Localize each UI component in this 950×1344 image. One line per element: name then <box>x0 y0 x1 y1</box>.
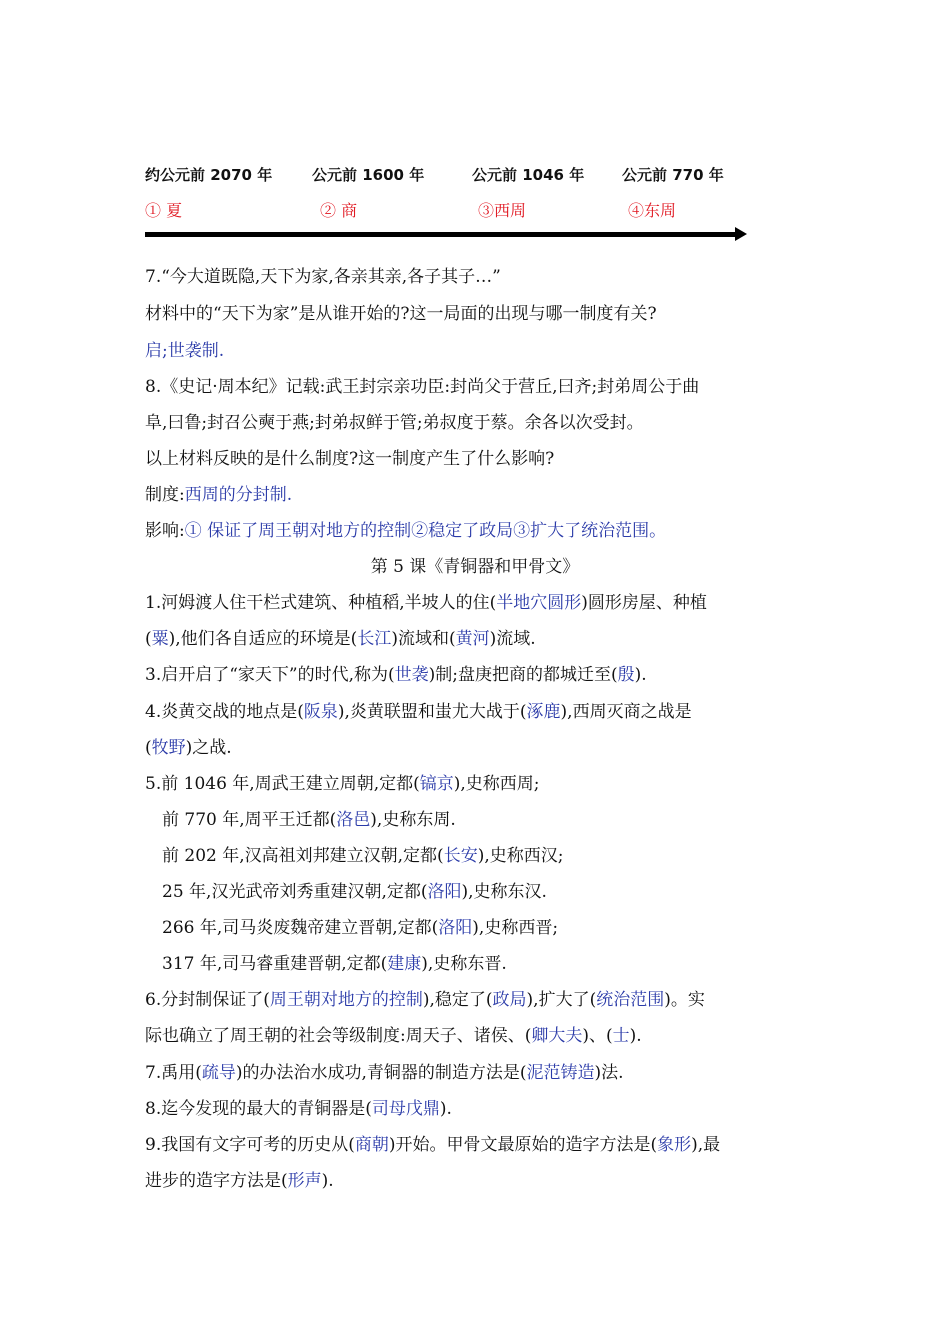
item-5-line-4: 25 年,汉光武帝刘秀重建汉朝,定都(洛阳),史称东汉. <box>162 882 547 902</box>
timeline-date-4: 公元前 770 年 <box>622 166 724 184</box>
q7-answer: 启;世袭制. <box>145 341 225 361</box>
timeline-dynasty-shang: ② 商 <box>320 201 358 220</box>
lesson-title: 第 5 课《青铜器和甲骨文》 <box>370 557 580 577</box>
timeline-axis <box>145 232 737 237</box>
item-5-line-6: 317 年,司马睿重建晋朝,定都(建康),史称东晋. <box>162 954 507 974</box>
item-5-line-5: 266 年,司马炎废魏帝建立晋朝,定都(洛阳),史称西晋; <box>162 918 559 938</box>
timeline-dynasty-xia: ① 夏 <box>145 201 183 220</box>
item-5-line-1: 5.前 1046 年,周武王建立周朝,定都(镐京),史称西周; <box>145 774 540 794</box>
item-7: 7.禹用(疏导)的办法治水成功,青铜器的制造方法是(泥范铸造)法. <box>145 1063 624 1083</box>
q8-influence-answer: 影响:① 保证了周王朝对地方的控制②稳定了政局③扩大了统治范围。 <box>145 521 667 541</box>
item-1-line-2: (粟),他们各自适应的环境是(长江)流域和(黄河)流域. <box>145 629 536 649</box>
timeline-date-3: 公元前 1046 年 <box>472 166 585 184</box>
q7-quote: 7.“今大道既隐,天下为家,各亲其亲,各子其子…” <box>145 267 501 287</box>
item-3: 3.启开启了“家天下”的时代,称为(世袭)制;盘庚把商的都城迁至(殷). <box>145 665 647 685</box>
q7-question: 材料中的“天下为家”是从谁开始的?这一局面的出现与哪一制度有关? <box>145 304 657 324</box>
item-9-line-1: 9.我国有文字可考的历史从(商朝)开始。甲骨文最原始的造字方法是(象形),最 <box>145 1135 721 1155</box>
item-6-line-2: 际也确立了周王朝的社会等级制度:周天子、诸侯、(卿大夫)、(士). <box>145 1026 642 1046</box>
q8-material-line-2: 阜,曰鲁;封召公奭于燕;封弟叔鲜于管;弟叔度于蔡。余各以次受封。 <box>145 413 644 433</box>
q8-system-answer: 制度:西周的分封制. <box>145 485 293 505</box>
item-8: 8.迄今发现的最大的青铜器是(司母戊鼎). <box>145 1099 452 1119</box>
timeline-date-1: 约公元前 2070 年 <box>145 166 273 184</box>
timeline-dynasty-eastern-zhou: ④东周 <box>628 201 677 220</box>
item-1-line-1: 1.河姆渡人住干栏式建筑、种植稻,半坡人的住(半地穴圆形)圆形房屋、种植 <box>145 593 707 613</box>
item-5-line-2: 前 770 年,周平王迁都(洛邑),史称东周. <box>162 810 456 830</box>
item-6-line-1: 6.分封制保证了(周王朝对地方的控制),稳定了(政局),扩大了(统治范围)。实 <box>145 990 705 1010</box>
q8-material-line-1: 8.《史记·周本纪》记载:武王封宗亲功臣:封尚父于营丘,曰齐;封弟周公于曲 <box>145 377 700 397</box>
q8-question: 以上材料反映的是什么制度?这一制度产生了什么影响? <box>145 449 555 469</box>
timeline-arrow-icon <box>735 227 747 241</box>
timeline-date-2: 公元前 1600 年 <box>312 166 425 184</box>
item-4-line-2: (牧野)之战. <box>145 738 232 758</box>
timeline-dynasty-western-zhou: ③西周 <box>478 201 527 220</box>
item-5-line-3: 前 202 年,汉高祖刘邦建立汉朝,定都(长安),史称西汉; <box>162 846 564 866</box>
item-4-line-1: 4.炎黄交战的地点是(阪泉),炎黄联盟和蚩尤大战于(涿鹿),西周灭商之战是 <box>145 702 692 722</box>
item-9-line-2: 进步的造字方法是(形声). <box>145 1171 334 1191</box>
